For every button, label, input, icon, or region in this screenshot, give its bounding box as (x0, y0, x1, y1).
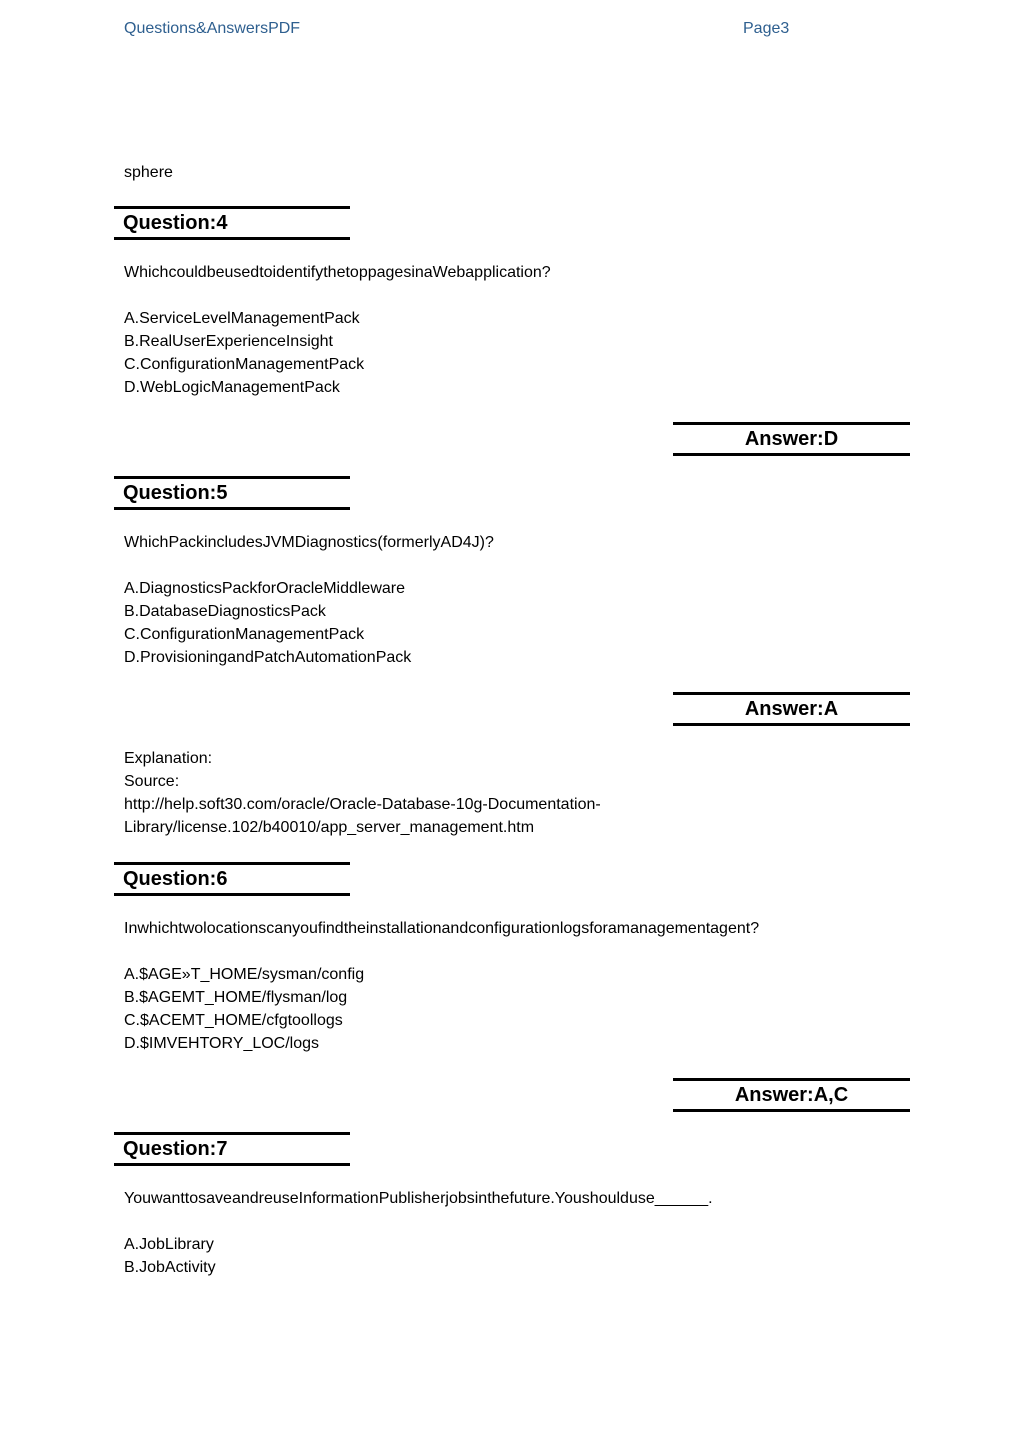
question-label: Question:7 (123, 1138, 228, 1160)
question-text: YouwanttosaveandreuseInformationPublisherjobsinthefuture.Youshoulduse______. (124, 1190, 713, 1207)
option-item: B.RealUserExperienceInsight (124, 333, 333, 350)
option-item: D.$IMVEHTORY_LOC/logs (124, 1035, 320, 1052)
option-list (124, 577, 411, 669)
source-label: Source: (124, 773, 180, 790)
option-item: B.DatabaseDiagnosticsPack (124, 603, 326, 620)
option-item: D.ProvisioningandPatchAutomationPack (124, 649, 412, 666)
option-item: A.$AGE»T_HOME/sysman/config (124, 966, 365, 983)
option-item: A.JobLibrary (124, 1236, 214, 1253)
answer-label: Answer:A (744, 698, 839, 720)
header-title: Questions&AnswersPDF (124, 20, 301, 37)
question-label: Question:4 (123, 212, 228, 234)
answer-box (673, 692, 910, 726)
answer-label: Answer:D (744, 428, 839, 450)
option-item: C.ConfigurationManagementPack (124, 356, 365, 373)
answer-box (673, 1078, 910, 1112)
option-list (124, 1233, 216, 1279)
option-list (124, 963, 364, 1055)
question-text: WhichPackincludesJVMDiagnostics(formerlyAD4J)? (124, 534, 494, 551)
option-item: D.WebLogicManagementPack (124, 379, 340, 396)
continuation-text: sphere (124, 164, 173, 181)
explanation (124, 747, 601, 839)
option-item: B.JobActivity (124, 1259, 216, 1276)
question-heading (114, 862, 350, 896)
answer-label: Answer:A,C (734, 1084, 849, 1106)
option-item: A.DiagnosticsPackforOracleMiddleware (124, 580, 405, 597)
question-heading (114, 476, 350, 510)
option-item: C.$ACEMT_HOME/cfgtoollogs (124, 1012, 343, 1029)
option-item: B.$AGEMT_HOME/flysman/log (124, 989, 348, 1006)
question-heading (114, 206, 350, 240)
option-list (124, 307, 364, 399)
answer-box (673, 422, 910, 456)
question-heading (114, 1132, 350, 1166)
source-url-line: http://help.soft30.com/oracle/Oracle-Database-10g-Documentation- (124, 796, 601, 813)
source-url-line: Library/license.102/b40010/app_server_management.htm (124, 819, 535, 836)
question-label: Question:5 (123, 482, 228, 504)
question-text: WhichcouldbeusedtoidentifythetoppagesinaWebapplication? (124, 264, 551, 281)
explanation-label: Explanation: (124, 750, 213, 767)
question-label: Question:6 (123, 868, 228, 890)
page-number: Page3 (743, 20, 790, 37)
option-item: C.ConfigurationManagementPack (124, 626, 365, 643)
question-text: Inwhichtwolocationscanyoufindtheinstallationandconfigurationlogsforamanagementagent? (124, 920, 760, 937)
option-item: A.ServiceLevelManagementPack (124, 310, 360, 327)
